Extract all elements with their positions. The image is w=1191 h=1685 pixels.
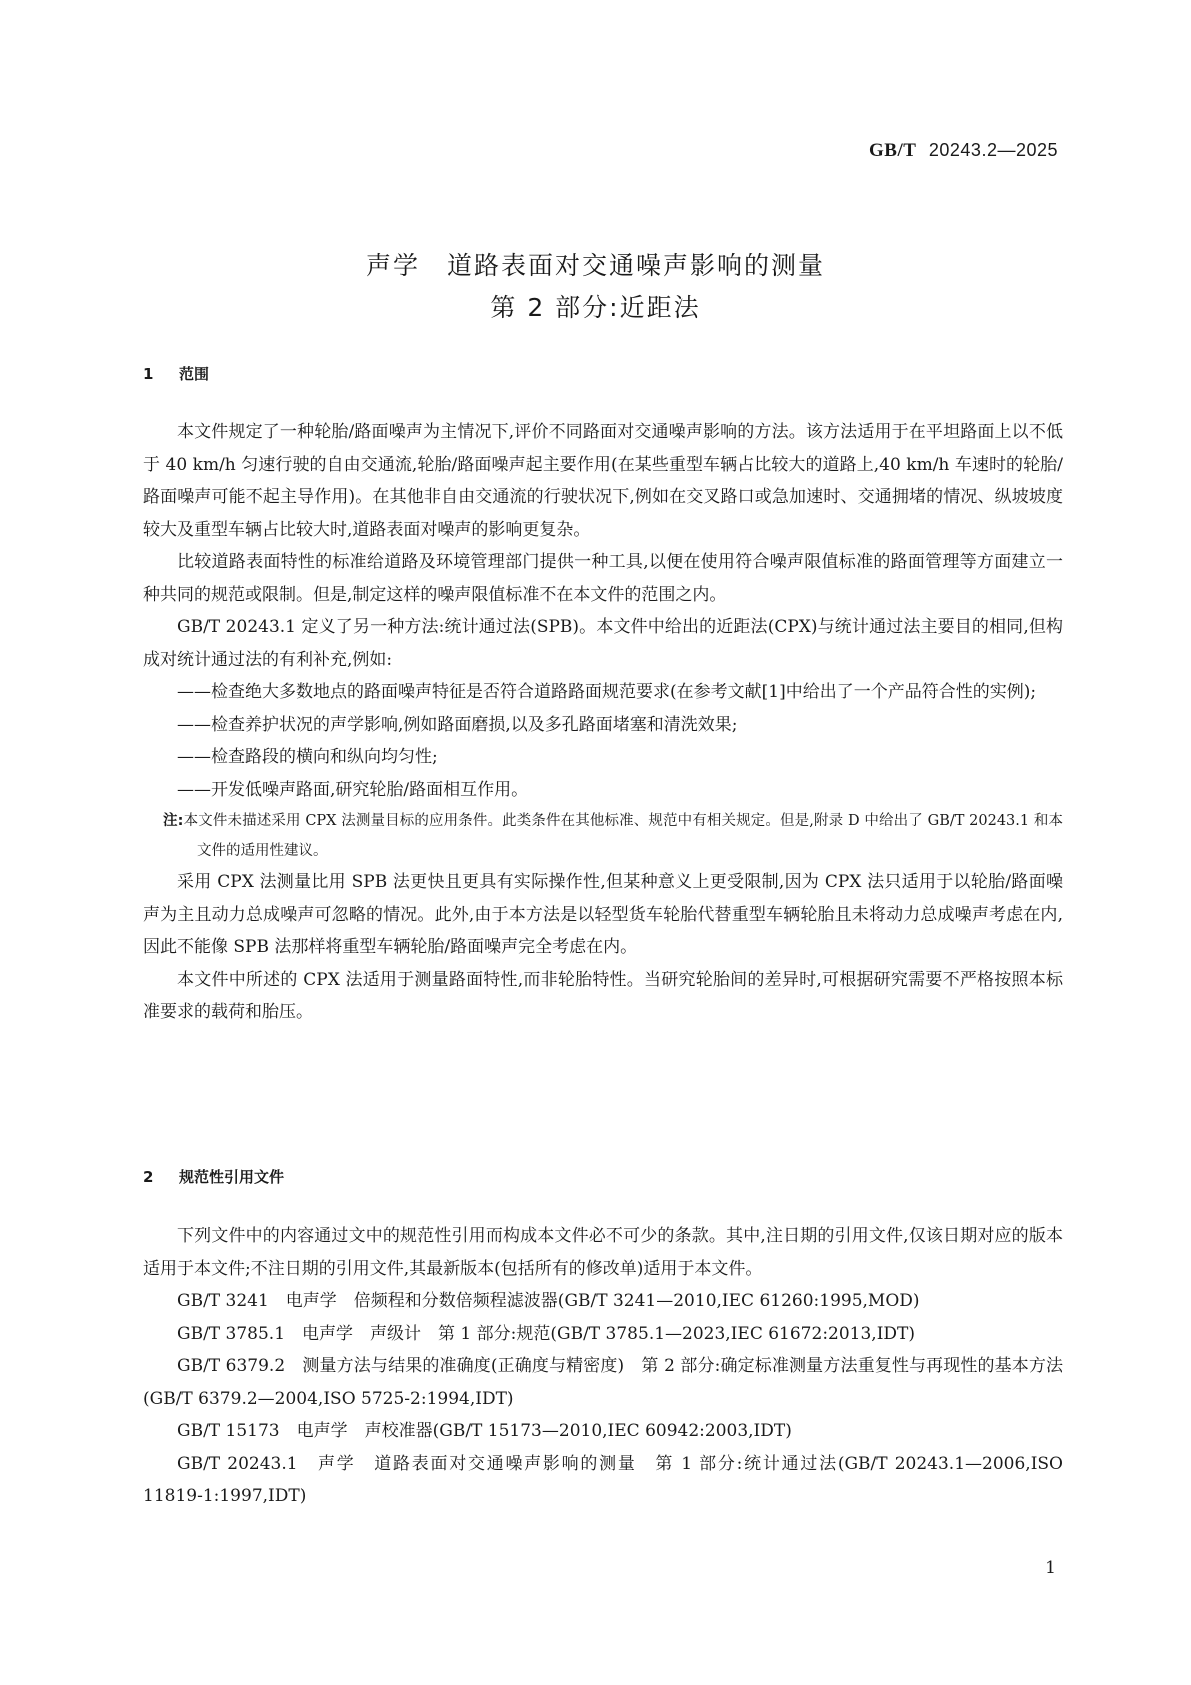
reference-item: GB/T 6379.2 测量方法与结果的准确度(正确度与精密度) 第 2 部分:确定标准测量方法重复性与再现性的基本方法(GB/T 6379.2—2004,ISO 5725-2:1994,IDT) — [143, 1356, 1063, 1409]
section-heading-scope — [143, 363, 209, 384]
paragraph: 比较道路表面特性的标准给道路及环境管理部门提供一种工具,以便在使用符合噪声限值标准的路面管理等方面建立一种共同的规范或限制。但是,制定这样的噪声限值标准不在本文件的范围之内。 — [143, 552, 1063, 605]
list-item: ——检查绝大多数地点的路面噪声特征是否符合道路路面规范要求(在参考文献[1]中给出了一个产品符合性的实例); — [177, 682, 1037, 702]
section-heading-normative-references — [143, 1166, 284, 1187]
note-text: 本文件未描述采用 CPX 法测量目标的应用条件。此类条件在其他标准、规范中有相关规定。但是,附录 D 中给出了 GB/T 20243.1 和本文件的适用性建议。 — [183, 813, 1063, 859]
paragraph: 本文件中所述的 CPX 法适用于测量路面特性,而非轮胎特性。当研究轮胎间的差异时,可根据研究需要不严格按照本标准要求的载荷和胎压。 — [143, 969, 1063, 1022]
page-number: 1 — [1045, 1558, 1056, 1578]
reference-item: GB/T 3785.1 电声学 声级计 第 1 部分:规范(GB/T 3785.1—2023,IEC 61672:2013,IDT) — [177, 1323, 916, 1344]
list-item: ——检查养护状况的声学影响,例如路面磨损,以及多孔路面堵塞和清洗效果; — [177, 714, 738, 735]
reference-item: GB/T 3241 电声学 倍频程和分数倍频程滤波器(GB/T 3241—2010,IEC 61260:1995,MOD) — [177, 1291, 920, 1311]
section-title: 范围 — [179, 365, 210, 383]
reference-item: GB/T 15173 电声学 声校准器(GB/T 15173—2010,IEC 60942:2003,IDT) — [177, 1421, 792, 1441]
document-title: 声学 道路表面对交通噪声影响的测量 — [365, 251, 825, 280]
section-number: 2 — [143, 1168, 154, 1186]
paragraph: 本文件规定了一种轮胎/路面噪声为主情况下,评价不同路面对交通噪声影响的方法。该方法适用于在平坦路面上以不低于 40 km/h 匀速行驶的自由交通流,轮胎/路面噪声起主要作用(在某些重型车辆占比较大的道路上,40 km/h 车速时的轮胎/路面噪声可能不起主导作用)。在其他非自由交通流的行驶状况下,例如在交叉路口或急加速时、交通拥堵的情况、纵坡坡度较大及重型车辆占比较大时,道路表面对噪声的影响更复杂。 — [143, 422, 1063, 540]
paragraph: GB/T 20243.1 定义了另一种方法:统计通过法(SPB)。本文件中给出的近距法(CPX)与统计通过法主要目的相同,但构成对统计通过法的有利补充,例如: — [143, 617, 1063, 670]
standard-number-header — [869, 140, 1058, 162]
section-body-normative-references — [143, 1220, 1063, 1513]
section-title: 规范性引用文件 — [179, 1168, 285, 1186]
document-subtitle: 第 2 部分:近距法 — [490, 293, 701, 322]
section-body-scope — [143, 416, 1063, 1029]
note-label: 注: — [163, 813, 184, 829]
paragraph: 采用 CPX 法测量比用 SPB 法更快且更具有实际操作性,但某种意义上更受限制,因为 CPX 法只适用于以轮胎/路面噪声为主且动力总成噪声可忽略的情况。此外,由于本方法是以轻型货车轮胎代替重型车辆轮胎且未将动力总成噪声考虑在内,因此不能像 SPB 法那样将重型车辆轮胎/路面噪声完全考虑在内。 — [143, 872, 1063, 957]
paragraph: 下列文件中的内容通过文中的规范性引用而构成本文件必不可少的条款。其中,注日期的引用文件,仅该日期对应的版本适用于本文件;不注日期的引用文件,其最新版本(包括所有的修改单)适用于本文件。 — [143, 1226, 1063, 1279]
list-item: ——开发低噪声路面,研究轮胎/路面相互作用。 — [177, 779, 529, 800]
note — [143, 806, 1063, 866]
standard-prefix: GB/T — [869, 140, 917, 161]
list-item: ——检查路段的横向和纵向均匀性; — [177, 747, 438, 767]
reference-item: GB/T 20243.1 声学 道路表面对交通噪声影响的测量 第 1 部分:统计通过法(GB/T 20243.1—2006,ISO 11819-1:1997,IDT) — [143, 1453, 1063, 1506]
section-number: 1 — [143, 365, 154, 383]
standard-number: 20243.2—2025 — [928, 140, 1058, 160]
